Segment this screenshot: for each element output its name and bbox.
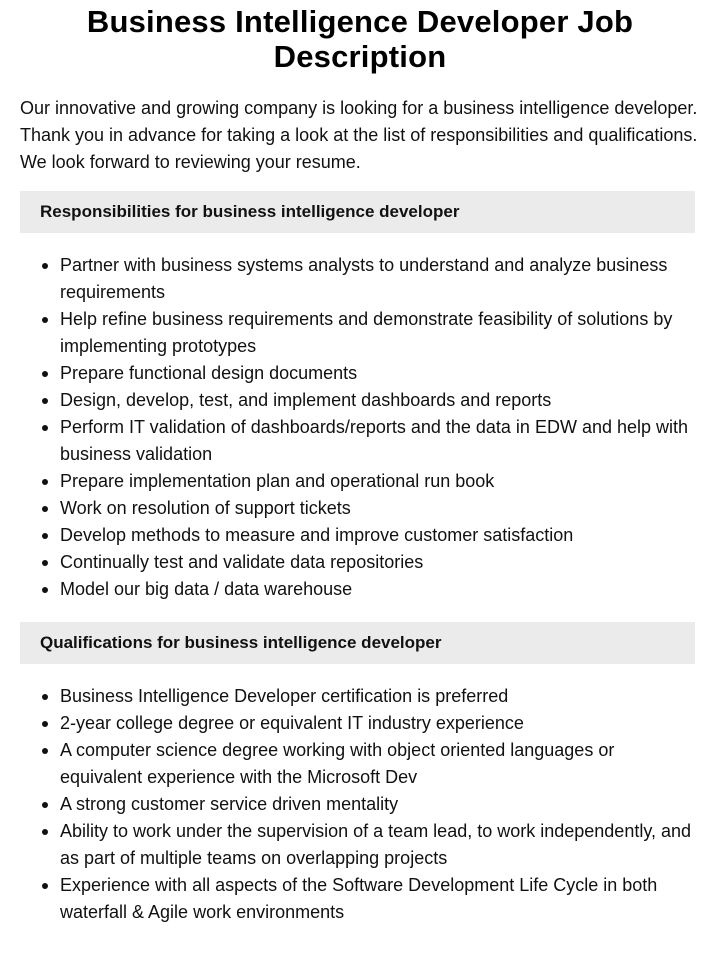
- bullet-icon: [42, 425, 48, 431]
- qualification-item: [20, 791, 700, 818]
- responsibility-item: [20, 252, 700, 306]
- qualification-text: Experience with all aspects of the Software Development Life Cycle in both waterfall & Agile work environments: [60, 875, 658, 922]
- qualification-item: [20, 710, 700, 737]
- qualification-text: Business Intelligence Developer certification is preferred: [60, 686, 509, 706]
- responsibility-text: Perform IT validation of dashboards/reports and the data in EDW and help with business validation: [60, 417, 689, 464]
- responsibility-text: Develop methods to measure and improve customer satisfaction: [60, 525, 574, 545]
- qualification-item: [20, 818, 700, 872]
- bullet-icon: [42, 829, 48, 835]
- responsibility-text: Partner with business systems analysts to understand and analyze business requirements: [60, 255, 668, 302]
- bullet-icon: [42, 802, 48, 808]
- responsibilities-list: [20, 252, 700, 603]
- responsibility-text: Work on resolution of support tickets: [60, 498, 351, 518]
- bullet-icon: [42, 748, 48, 754]
- bullet-icon: [42, 479, 48, 485]
- responsibility-text: Continually test and validate data repositories: [60, 552, 424, 572]
- responsibility-item: [20, 360, 700, 387]
- qualification-text: A strong customer service driven mentality: [60, 794, 399, 814]
- responsibility-item: [20, 495, 700, 522]
- bullet-icon: [42, 694, 48, 700]
- bullet-icon: [42, 263, 48, 269]
- qualification-item: [20, 683, 700, 710]
- qualifications-heading: Qualifications for business intelligence developer: [20, 622, 695, 664]
- intro-paragraph: Our innovative and growing company is looking for a business intelligence developer. Thank you in advance for taking a look at the list of responsibilities and qualifications. We look forward to reviewing your resume.: [20, 98, 698, 172]
- responsibility-text: Model our big data / data warehouse: [60, 579, 353, 599]
- qualification-text: 2-year college degree or equivalent IT industry experience: [60, 713, 524, 733]
- qualification-item: [20, 737, 700, 791]
- responsibility-item: [20, 306, 700, 360]
- responsibilities-heading: Responsibilities for business intelligence developer: [20, 191, 695, 233]
- qualification-text: Ability to work under the supervision of a team lead, to work independently, and as part of multiple teams on overlapping projects: [60, 821, 692, 868]
- qualification-text: A computer science degree working with object oriented languages or equivalent experience with the Microsoft Dev: [60, 740, 615, 787]
- bullet-icon: [42, 398, 48, 404]
- responsibility-item: [20, 387, 700, 414]
- bullet-icon: [42, 533, 48, 539]
- responsibility-text: Prepare functional design documents: [60, 363, 358, 383]
- bullet-icon: [42, 317, 48, 323]
- qualification-item: [20, 872, 700, 926]
- responsibility-item: [20, 468, 700, 495]
- responsibility-item: [20, 522, 700, 549]
- responsibility-text: Help refine business requirements and demonstrate feasibility of solutions by implementing prototypes: [60, 309, 673, 356]
- bullet-icon: [42, 506, 48, 512]
- responsibility-text: Design, develop, test, and implement dashboards and reports: [60, 390, 552, 410]
- bullet-icon: [42, 560, 48, 566]
- page-title: Business Intelligence Developer Job Description: [86, 4, 634, 74]
- bullet-icon: [42, 371, 48, 377]
- responsibility-item: [20, 576, 700, 603]
- bullet-icon: [42, 721, 48, 727]
- qualifications-list: [20, 683, 700, 926]
- bullet-icon: [42, 587, 48, 593]
- responsibility-item: [20, 549, 700, 576]
- bullet-icon: [42, 883, 48, 889]
- responsibility-text: Prepare implementation plan and operational run book: [60, 471, 495, 491]
- responsibility-item: [20, 414, 700, 468]
